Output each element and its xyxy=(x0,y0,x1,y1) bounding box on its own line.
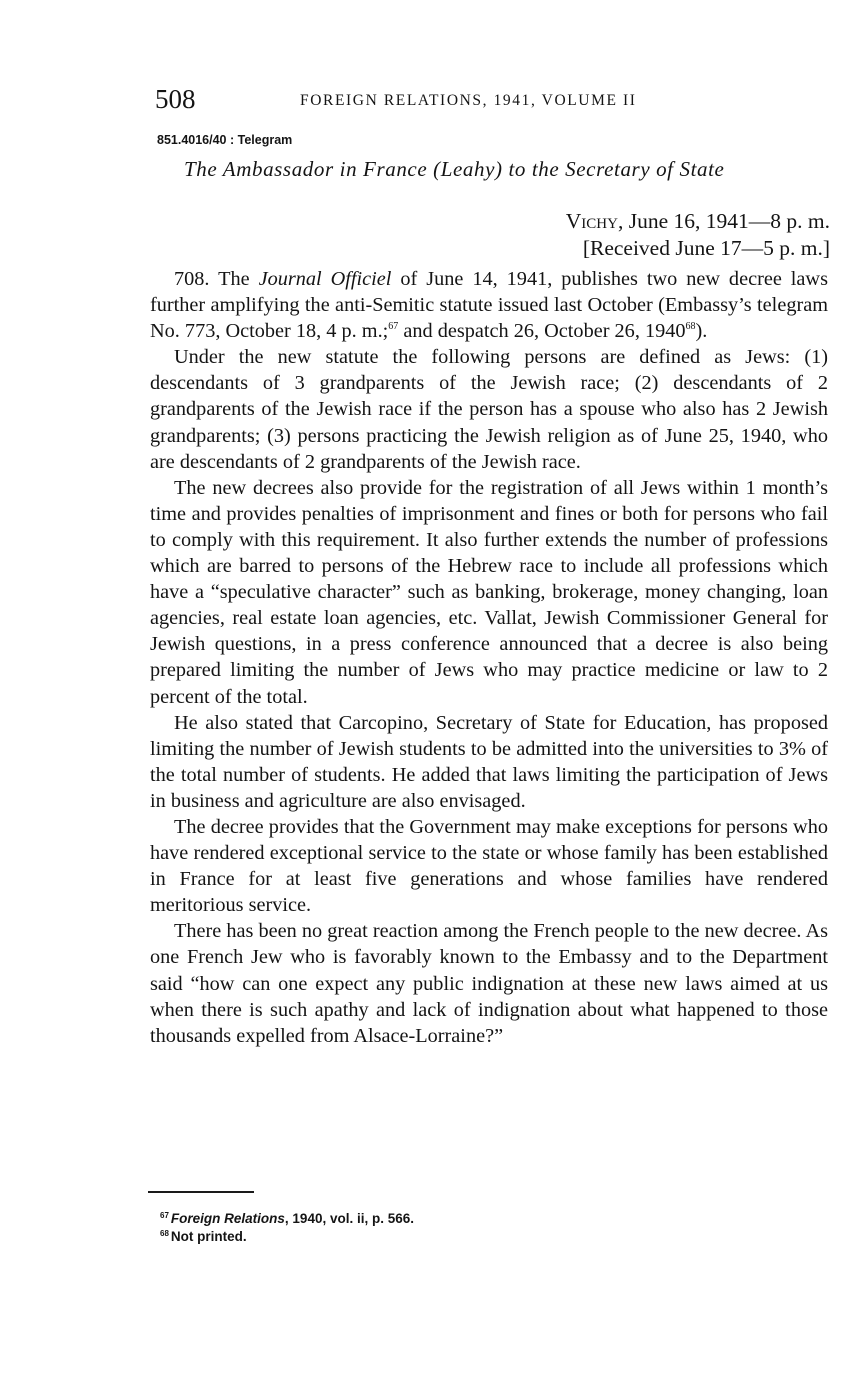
footnote-68-text: Not printed. xyxy=(170,1229,247,1244)
paragraph-6: There has been no great reaction among the French people to the new decree. As one French Jew who is favorably known to the Embassy and to the Department said “how can one expect any public indignation at these new laws aimed at us when there is such apathy and lack of indignation about what happened to those thousands expelled from Alsace-Lorraine?” xyxy=(150,920,828,1047)
p1-part-b: of June 14, 1941, publishes two new decree laws further amplifying the anti-Semitic statute issued last October (Embassy’s telegram No. 773, October 18, 4 p. m.; xyxy=(150,268,828,343)
footnote-mark-68: 68 xyxy=(160,1228,169,1238)
footnote-68 xyxy=(160,1228,414,1246)
p1-part-a: 708. The xyxy=(174,268,259,290)
telegram-body xyxy=(150,266,828,1049)
journal-title: Journal Officiel xyxy=(258,268,392,290)
dateline-place: Vichy xyxy=(565,209,618,233)
dateline-sent xyxy=(566,209,830,236)
paragraph-3: The new decrees also provide for the registration of all Jews within 1 month’s time and provides penalties of imprisonment and fines or both for persons who fail to comply with this requirement. It also further extends the number of professions which are barred to persons of the Hebrew race to include all professions which have a “speculative character” such as banking, brokerage, money changing, loan agencies, real estate loan agencies, etc. Vallat, Jewish Commissioner General for Jewish questions, in a press conference announced that a decree is also being prepared limiting the number of Jews who may practice medicine or law to 2 percent of the total. xyxy=(150,476,828,708)
running-head xyxy=(155,84,830,118)
footnote-mark-67: 67 xyxy=(160,1210,169,1220)
document-title: The Ambassador in France (Leahy) to the Secretary of State xyxy=(184,157,725,181)
paragraph-1 xyxy=(150,266,828,344)
p1-part-c: and despatch 26, October 26, 1940 xyxy=(398,320,686,343)
paragraph-5: The decree provides that the Government may make exceptions for persons who have rendered exceptional service to the state or whose family has been established in France for at least five generations and whose families have rendered meritorious service. xyxy=(150,815,828,917)
p1-part-d: ). xyxy=(695,320,708,343)
file-number: 851.4016/40 : Telegram xyxy=(157,133,293,147)
footnote-ref-67: 67 xyxy=(388,321,399,333)
dateline-date: , June 16, 1941—8 p. m. xyxy=(617,209,830,233)
page-number: 508 xyxy=(155,84,196,114)
footnote-divider xyxy=(148,1191,254,1193)
paragraph-2: Under the new statute the following persons are defined as Jews: (1) descendants of 3 grandparents of the Jewish race; (2) descendants of 2 grandparents of the Jewish race if the person has a spouse who also has 2 Jewish grandparents; (3) persons practicing the Jewish religion as of June 25, 1940, who are descendants of 2 grandparents of the Jewish race. xyxy=(150,346,828,473)
footnotes xyxy=(160,1210,414,1246)
paragraph-4: He also stated that Carcopino, Secretary of State for Education, has proposed limiting the number of Jewish students to be admitted into the universities to 3% of the total number of students. He added that laws limiting the participation of Jews in business and agriculture are also envisaged. xyxy=(150,711,828,812)
footnote-ref-68: 68 xyxy=(685,321,696,333)
dateline xyxy=(566,209,830,263)
footnote-67-text: , 1940, vol. ii, p. 566. xyxy=(284,1211,414,1226)
dateline-received: [Received June 17—5 p. m.] xyxy=(582,236,830,260)
footnote-67-title: Foreign Relations xyxy=(170,1211,285,1226)
footnote-67 xyxy=(160,1210,414,1228)
running-title: FOREIGN RELATIONS, 1941, VOLUME II xyxy=(300,92,637,109)
